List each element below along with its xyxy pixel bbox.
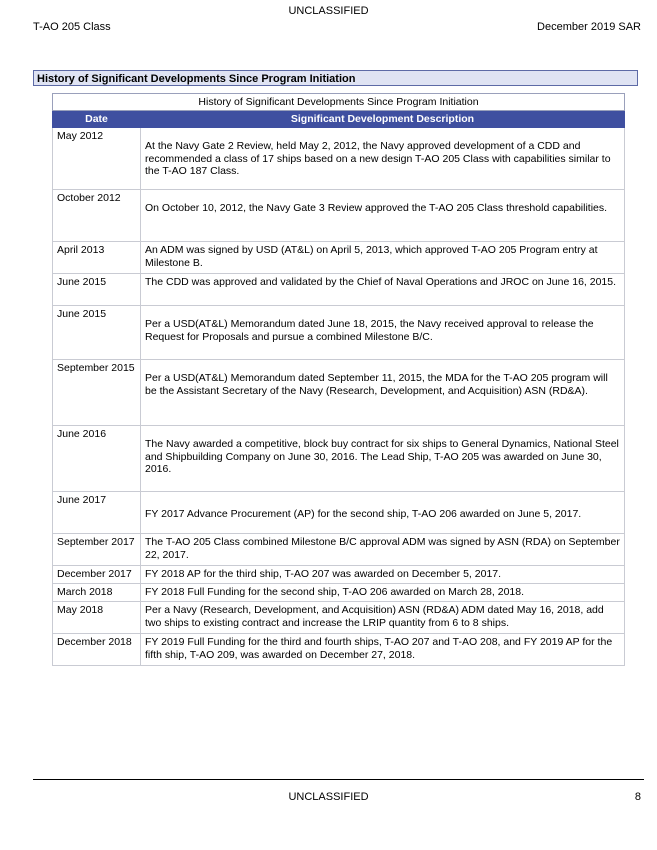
row-date: June 2015 [53, 306, 141, 360]
table-caption-row [53, 94, 625, 111]
history-table-container [52, 93, 625, 666]
row-date: May 2018 [53, 602, 141, 634]
table-row [53, 242, 625, 274]
row-date: September 2015 [53, 360, 141, 426]
table-row [53, 274, 625, 306]
history-table [52, 93, 625, 666]
row-description: Per a USD(AT&L) Memorandum dated September 11, 2015, the MDA for the T-AO 205 program will be the Assistant Secretary of the Navy (Research, Development, and Acquisition) ASN (RD&A). [141, 360, 625, 426]
header-classification: UNCLASSIFIED [288, 5, 369, 17]
table-row [53, 190, 625, 242]
table-row [53, 492, 625, 534]
footer-classification: UNCLASSIFIED [288, 791, 369, 803]
row-description: The CDD was approved and validated by the Chief of Naval Operations and JROC on June 16, 2015. [141, 274, 625, 306]
row-date: December 2017 [53, 566, 141, 584]
row-description: On October 10, 2012, the Navy Gate 3 Review approved the T-AO 205 Class threshold capabilities. [141, 190, 625, 242]
row-date: March 2018 [53, 584, 141, 602]
row-description: Per a USD(AT&L) Memorandum dated June 18, 2015, the Navy received approval to release the Request for Proposals and pursue a combined Milestone B/C. [141, 306, 625, 360]
table-row [53, 566, 625, 584]
row-date: September 2017 [53, 534, 141, 566]
table-row [53, 634, 625, 666]
table-row [53, 426, 625, 492]
table-row [53, 584, 625, 602]
section-title: History of Significant Developments Since Program Initiation [33, 70, 638, 86]
table-row [53, 306, 625, 360]
row-description: FY 2018 Full Funding for the second ship, T-AO 206 awarded on March 28, 2018. [141, 584, 625, 602]
row-date: April 2013 [53, 242, 141, 274]
row-description: The T-AO 205 Class combined Milestone B/C approval ADM was signed by ASN (RDA) on September 22, 2017. [141, 534, 625, 566]
row-description: An ADM was signed by USD (AT&L) on April 5, 2013, which approved T-AO 205 Program entry at Milestone B. [141, 242, 625, 274]
row-date: December 2018 [53, 634, 141, 666]
table-body [53, 128, 625, 666]
column-header-date: Date [53, 111, 141, 128]
table-row [53, 534, 625, 566]
row-description: FY 2018 AP for the third ship, T-AO 207 was awarded on December 5, 2017. [141, 566, 625, 584]
row-date: May 2012 [53, 128, 141, 190]
table-row [53, 360, 625, 426]
table-row [53, 128, 625, 190]
table-header-row [53, 111, 625, 128]
row-description: FY 2019 Full Funding for the third and fourth ships, T-AO 207 and T-AO 208, and FY 2019 AP for the fifth ship, T-AO 209, was awarded on December 27, 2018. [141, 634, 625, 666]
page-number: 8 [634, 791, 641, 803]
row-date: June 2015 [53, 274, 141, 306]
footer-divider [33, 779, 644, 780]
header-report-date: December 2019 SAR [537, 21, 641, 33]
row-description: The Navy awarded a competitive, block buy contract for six ships to General Dynamics, National Steel and Shipbuilding Company on June 30, 2016. The Lead Ship, T-AO 205 was awarded on June 30, 2016. [141, 426, 625, 492]
row-description: Per a Navy (Research, Development, and Acquisition) ASN (RD&A) ADM dated May 16, 2018, add two ships to existing contract and increase the LRIP quantity from 6 to 8 ships. [141, 602, 625, 634]
column-header-description: Significant Development Description [141, 111, 625, 128]
table-row [53, 602, 625, 634]
row-description: At the Navy Gate 2 Review, held May 2, 2012, the Navy approved development of a CDD and recommended a class of 17 ships based on a new design T-AO 205 Class with capabilities similar to the T-AO 187 Class. [141, 128, 625, 190]
row-date: June 2017 [53, 492, 141, 534]
row-description: FY 2017 Advance Procurement (AP) for the second ship, T-AO 206 awarded on June 5, 2017. [141, 492, 625, 534]
row-date: June 2016 [53, 426, 141, 492]
table-caption: History of Significant Developments Since Program Initiation [53, 94, 625, 111]
row-date: October 2012 [53, 190, 141, 242]
header-program-name: T-AO 205 Class [33, 21, 111, 33]
